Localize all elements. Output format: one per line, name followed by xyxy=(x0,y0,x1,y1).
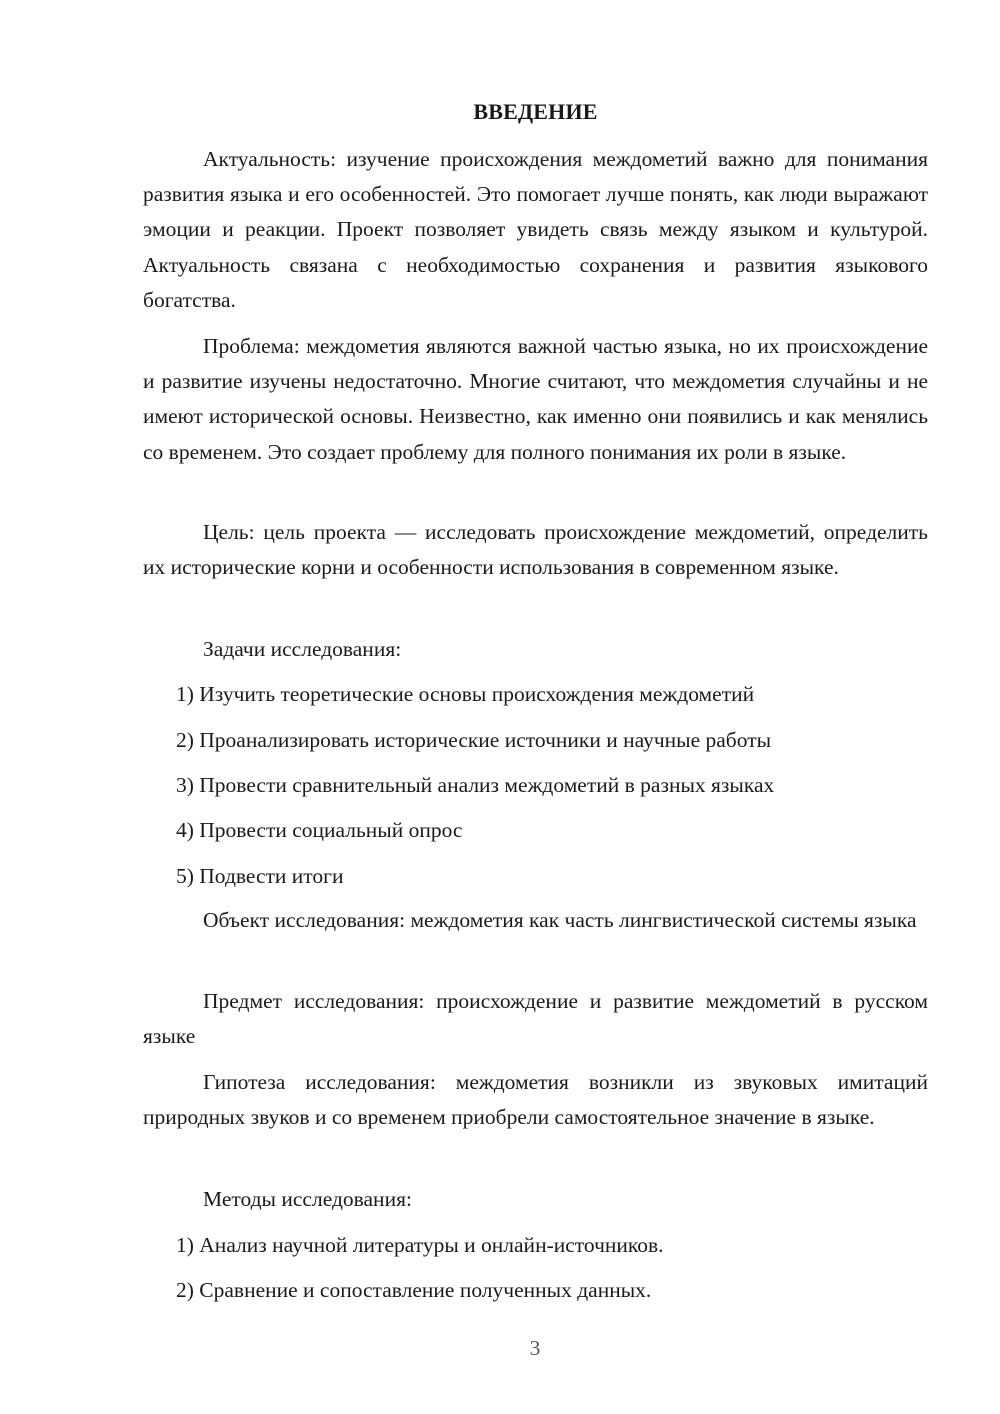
methods-label: Методы исследования: xyxy=(203,1187,412,1211)
task-item-3: 3) Провести сравнительный анализ междометий в разных языках xyxy=(176,773,775,797)
method-item-1: 1) Анализ научной литературы и онлайн-источников. xyxy=(176,1233,664,1257)
task-item-2: 2) Проанализировать исторические источники и научные работы xyxy=(176,728,772,752)
goal-paragraph: Цель: цель проекта — исследовать происхождение междометий, определить их исторические корни и особенности использования в современном языке. xyxy=(143,520,928,580)
subject-paragraph: Предмет исследования: происхождение и развитие междометий в русском языке xyxy=(143,989,928,1049)
hypothesis-paragraph: Гипотеза исследования: междометия возникли из звуковых имитаций природных звуков и со временем приобрели самостоятельное значение в языке. xyxy=(143,1070,928,1130)
task-item-1: 1) Изучить теоретические основы происхождения междометий xyxy=(176,682,755,706)
tasks-label: Задачи исследования: xyxy=(203,637,402,661)
relevance-paragraph: Актуальность: изучение происхождения междометий важно для понимания развития языка и его особенностей. Это помогает лучше понять, как люди выражают эмоции и реакции. Проект позволяет увидеть связь между языком и культурой. Актуальность связана с необходимостью сохранения и развития языкового богатства. xyxy=(143,147,928,312)
page-number: 3 xyxy=(529,1336,541,1360)
task-item-5: 5) Подвести итоги xyxy=(176,864,344,888)
problem-paragraph: Проблема: междометия являются важной частью языка, но их происхождение и развитие изучены недостаточно. Многие считают, что междометия случайны и не имеют исторической основы. Неизвестно, как именно они появились и как менялись со временем. Это создает проблему для полного понимания их роли в языке. xyxy=(143,334,928,464)
method-item-2: 2) Сравнение и сопоставление полученных данных. xyxy=(176,1278,652,1302)
task-item-4: 4) Провести социальный опрос xyxy=(176,818,463,842)
page-title: ВВЕДЕНИЕ xyxy=(473,99,598,124)
object-paragraph: Объект исследования: междометия как часть лингвистической системы языка xyxy=(203,908,917,932)
